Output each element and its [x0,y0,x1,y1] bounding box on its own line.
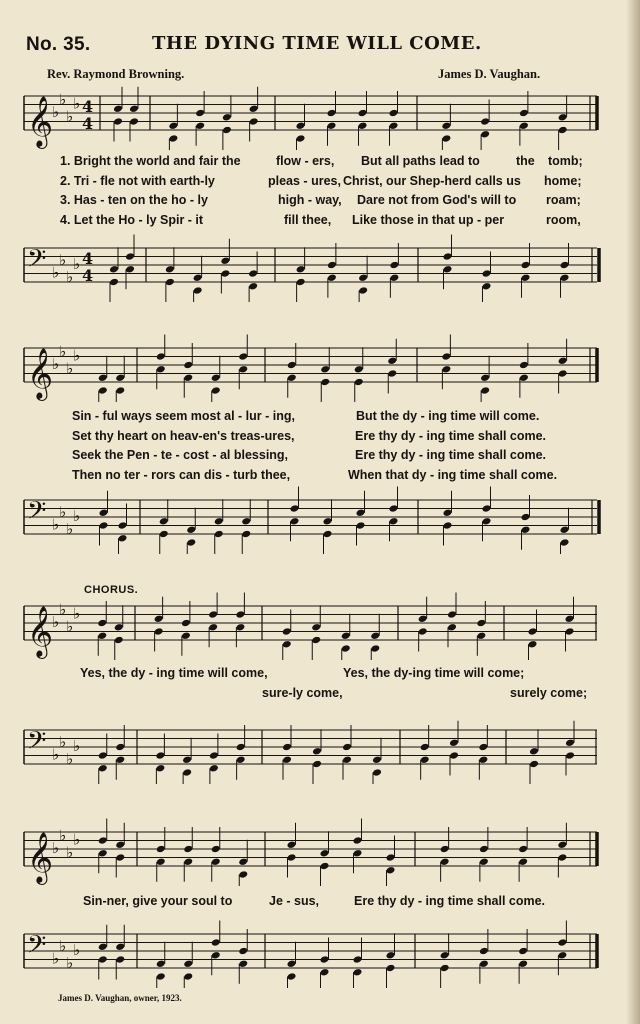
verse-2-line: 2. Tri - fle not with earth-ly pleas - ures, Christ, our Shep-herd calls us home; [60,173,582,188]
flat-sign-icon: ♭ [66,617,74,636]
flat-sign-icon: ♭ [52,745,60,764]
flat-sign-icon: ♭ [59,250,67,269]
chorus-line-2: sure-ly come, surely come; [262,685,588,700]
treble-clef-icon: 𝄞 [27,606,54,657]
flat-sign-icon: ♭ [52,103,60,121]
system-3-treble [0,592,640,660]
flat-sign-icon: ♭ [52,613,60,631]
verse-1-line: 1. Bright the world and fair the flow - ers, But all paths lead to the tomb; [60,154,583,168]
flat-sign-icon: ♭ [59,826,67,845]
flat-sign-icon: ♭ [73,737,81,755]
verses-part-2 [0,407,640,485]
system-2-treble [0,334,640,402]
flat-sign-icon: ♭ [66,953,74,972]
flat-sign-icon: ♭ [73,830,81,849]
flat-sign-icon: ♭ [66,267,74,286]
system-1-bass [0,234,640,302]
verse-3-line: 3. Has - ten on the ho - ly high - way, Dare not from God's will to roam; [60,193,581,207]
system-3-bass [0,716,640,784]
verse-4-refrain-line: Then no ter - rors can dis - turb thee, When that dy - ing time shall come. [72,467,558,482]
flat-sign-icon: ♭ [59,732,67,751]
flat-sign-icon: ♭ [73,941,81,959]
flat-sign-icon: ♭ [52,515,60,534]
bass-clef-icon: 𝄢 [27,726,47,762]
treble-clef-icon: 𝄞 [27,832,54,883]
hymn-title: THE DYING TIME WILL COME. [152,33,482,54]
flat-sign-icon: ♭ [59,600,67,619]
flat-sign-icon: ♭ [59,936,67,955]
composer-credit: James D. Vaughan. [438,67,541,81]
flat-sign-icon: ♭ [73,94,81,113]
chorus-label: CHORUS. [84,584,139,596]
final-lyrics [0,892,640,912]
bass-clef-icon: 𝄢 [27,244,47,280]
page-edge-shadow [626,0,640,1024]
treble-clef-icon: 𝄞 [27,348,54,399]
verse-2-refrain-line: Set thy heart on heav-en's treas-ures, Ere thy dy - ing time shall come. [72,428,547,443]
system-4-treble [0,818,640,886]
chorus-lyrics [0,664,640,703]
system-1-treble [0,82,640,150]
flat-sign-icon: ♭ [73,255,81,273]
treble-clef-icon: 𝄞 [27,96,54,147]
flat-sign-icon: ♭ [59,90,67,109]
lyricist-credit: Rev. Raymond Browning. [47,67,185,81]
verse-3-refrain-line: Seek the Pen - te - cost - al blessing, Ere thy dy - ing time shall come. [72,448,547,462]
chorus-line-1: Yes, the dy - ing time will come, Yes, the dy-ing time will come; [80,666,525,680]
flat-sign-icon: ♭ [52,263,60,282]
verse-4-line: 4. Let the Ho - ly Spir - it fill thee, Like those in that up - per room, [60,212,581,227]
flat-sign-icon: ♭ [66,107,74,126]
final-line: Sin-ner, give your soul to Je - sus, Ere thy dy - ing time shall come. [83,894,546,908]
flat-sign-icon: ♭ [52,949,60,968]
flat-sign-icon: ♭ [59,342,67,361]
flat-sign-icon: ♭ [73,507,81,525]
flat-sign-icon: ♭ [52,355,60,373]
time-signature-bottom: 4 [82,266,94,285]
flat-sign-icon: ♭ [59,502,67,521]
time-signature-top: 4 [82,249,94,268]
system-4-bass [0,920,640,988]
flat-sign-icon: ♭ [52,839,60,857]
bass-clef-icon: 𝄢 [27,496,47,532]
flat-sign-icon: ♭ [66,843,74,862]
time-signature-top: 4 [82,97,94,116]
hymn-number: No. 35. [26,34,91,55]
copyright-notice: James D. Vaughan, owner, 1923. [58,993,182,1003]
flat-sign-icon: ♭ [73,346,81,365]
verses-part-1 [0,152,640,230]
bass-clef-icon: 𝄢 [27,930,47,966]
flat-sign-icon: ♭ [73,604,81,623]
system-2-bass [0,486,640,554]
verse-1-refrain-line: Sin - ful ways seem most al - lur - ing, But the dy - ing time will come. [72,409,540,423]
flat-sign-icon: ♭ [66,519,74,538]
time-signature-bottom: 4 [82,114,94,133]
flat-sign-icon: ♭ [66,359,74,378]
flat-sign-icon: ♭ [66,749,74,768]
